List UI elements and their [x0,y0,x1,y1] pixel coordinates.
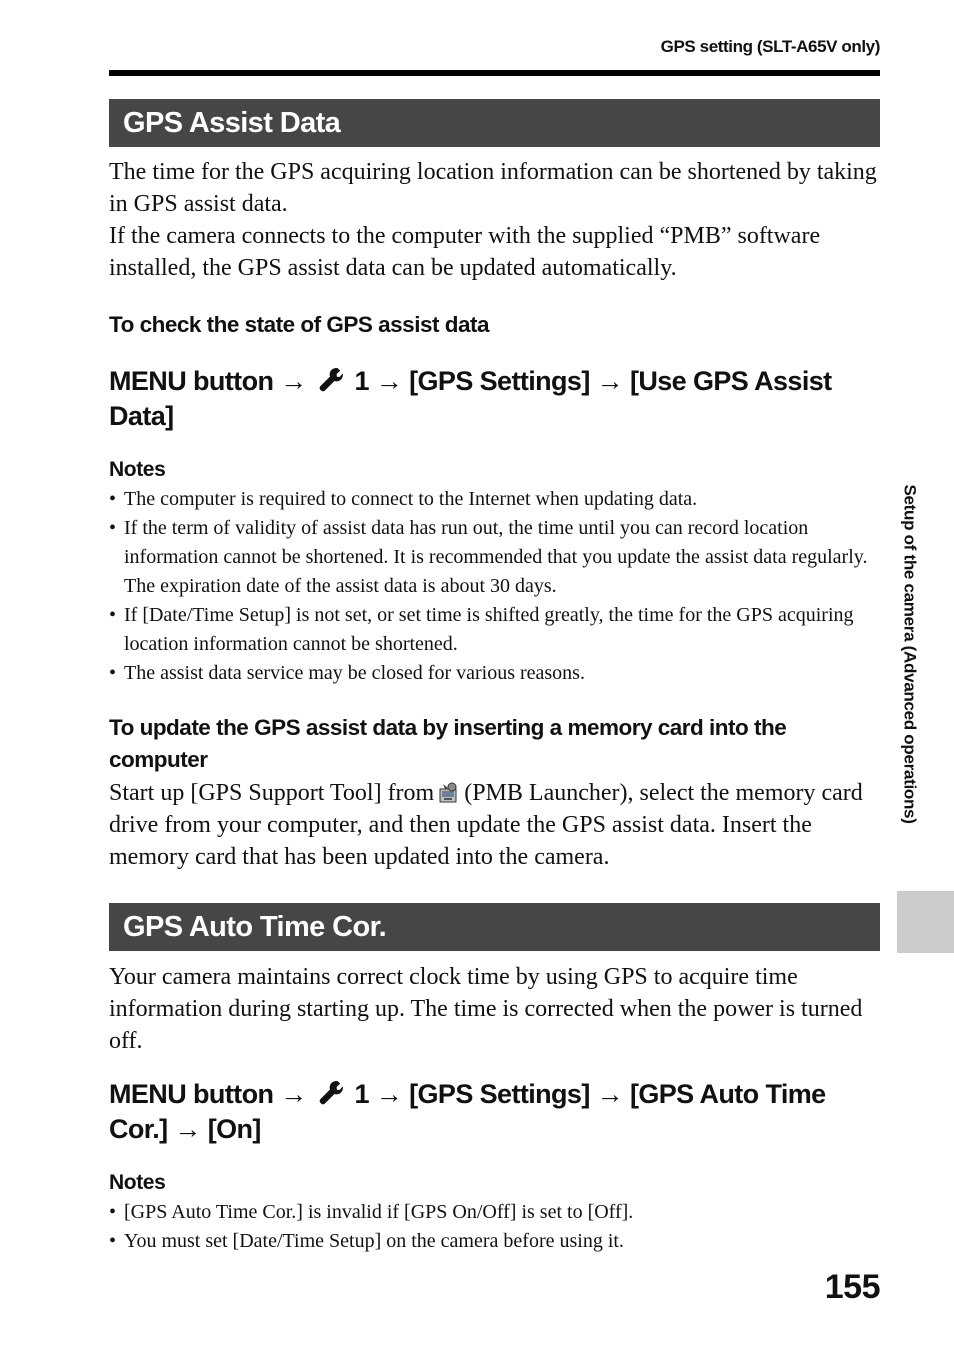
section1-paragraph-2: If the camera connects to the computer with the supplied “PMB” software installed, the GPS assist data can be updated automatically. [109,223,821,281]
notes-list [109,485,880,688]
section1-intro [109,156,884,284]
note-item: • [GPS Auto Time Cor.] is invalid if [GPS On/Off] is set to [Off]. [109,1198,880,1227]
side-tab-label: Setup of the camera (Advanced operations) [901,484,921,824]
section-title-gps-auto-time-cor: GPS Auto Time Cor. [109,903,880,951]
arrow-icon: → [280,366,307,396]
menu-path-part: [GPS Settings] [409,366,590,396]
menu-path-part: MENU button [109,366,274,396]
running-header: GPS setting (SLT-A65V only) [660,37,880,56]
note-item: • You must set [Date/Time Setup] on the camera before using it. [109,1227,880,1256]
wrench-icon [318,1080,344,1106]
note-item: • The computer is required to connect to the Internet when updating data. [109,485,880,514]
notes-list [109,1198,880,1256]
menu-path-use-gps-assist [109,364,880,434]
arrow-icon: → [596,366,624,396]
section2-paragraph-1: Your camera maintains correct clock time by using GPS to acquire time information during starting up. The time is corrected when the power is turned off. [109,964,863,1054]
page-number: 155 [824,1268,880,1306]
menu-path-part: [GPS Settings] [409,1079,590,1109]
update-instructions [109,777,884,873]
pmb-launcher-icon [438,781,460,805]
menu-path-part: [GPS Auto Time Cor.] [109,1079,826,1144]
arrow-icon: → [375,366,403,396]
subhead-check-state: To check the state of GPS assist data [109,312,489,337]
update-text: Start up [GPS Support Tool] from [109,780,435,806]
chapter-tab-marker [897,891,954,953]
menu-path-part: [On] [207,1114,261,1144]
notes-title: Notes [109,1171,166,1194]
section1-paragraph-1: The time for the GPS acquiring location information can be shortened by taking in GPS assist data. [109,159,877,217]
wrench-icon [318,367,344,393]
arrow-icon: → [596,1079,624,1109]
arrow-icon: → [174,1114,201,1144]
menu-path-part: MENU button [109,1079,274,1109]
menu-path-part: [Use GPS Assist Data] [109,366,832,431]
note-item: • The assist data service may be closed for various reasons. [109,659,880,688]
arrow-icon: → [375,1079,403,1109]
section2-intro [109,961,884,1057]
note-item: • If the term of validity of assist data has run out, the time until you can record location information cannot be shortened. It is recommended that you update the assist data regularly. The expiration date of the assist data is about 30 days. [109,514,880,601]
menu-tab-number: 1 [354,1079,369,1109]
notes-title: Notes [109,458,166,481]
subhead-update-via-memory-card: To update the GPS assist data by inserting a memory card into the computer [109,715,787,772]
side-tab [897,438,923,870]
update-text: (PMB Launcher), select the memory card drive from your computer, and then update the GPS assist data. Insert the memory card that has been updated into the camera. [109,780,863,870]
menu-path-gps-auto-time-cor [109,1077,880,1147]
header-rule [109,70,880,76]
menu-tab-number: 1 [354,366,369,396]
note-item: • If [Date/Time Setup] is not set, or set time is shifted greatly, the time for the GPS acquiring location information cannot be shortened. [109,601,880,659]
section-title-gps-assist-data: GPS Assist Data [109,99,880,147]
arrow-icon: → [280,1079,307,1109]
